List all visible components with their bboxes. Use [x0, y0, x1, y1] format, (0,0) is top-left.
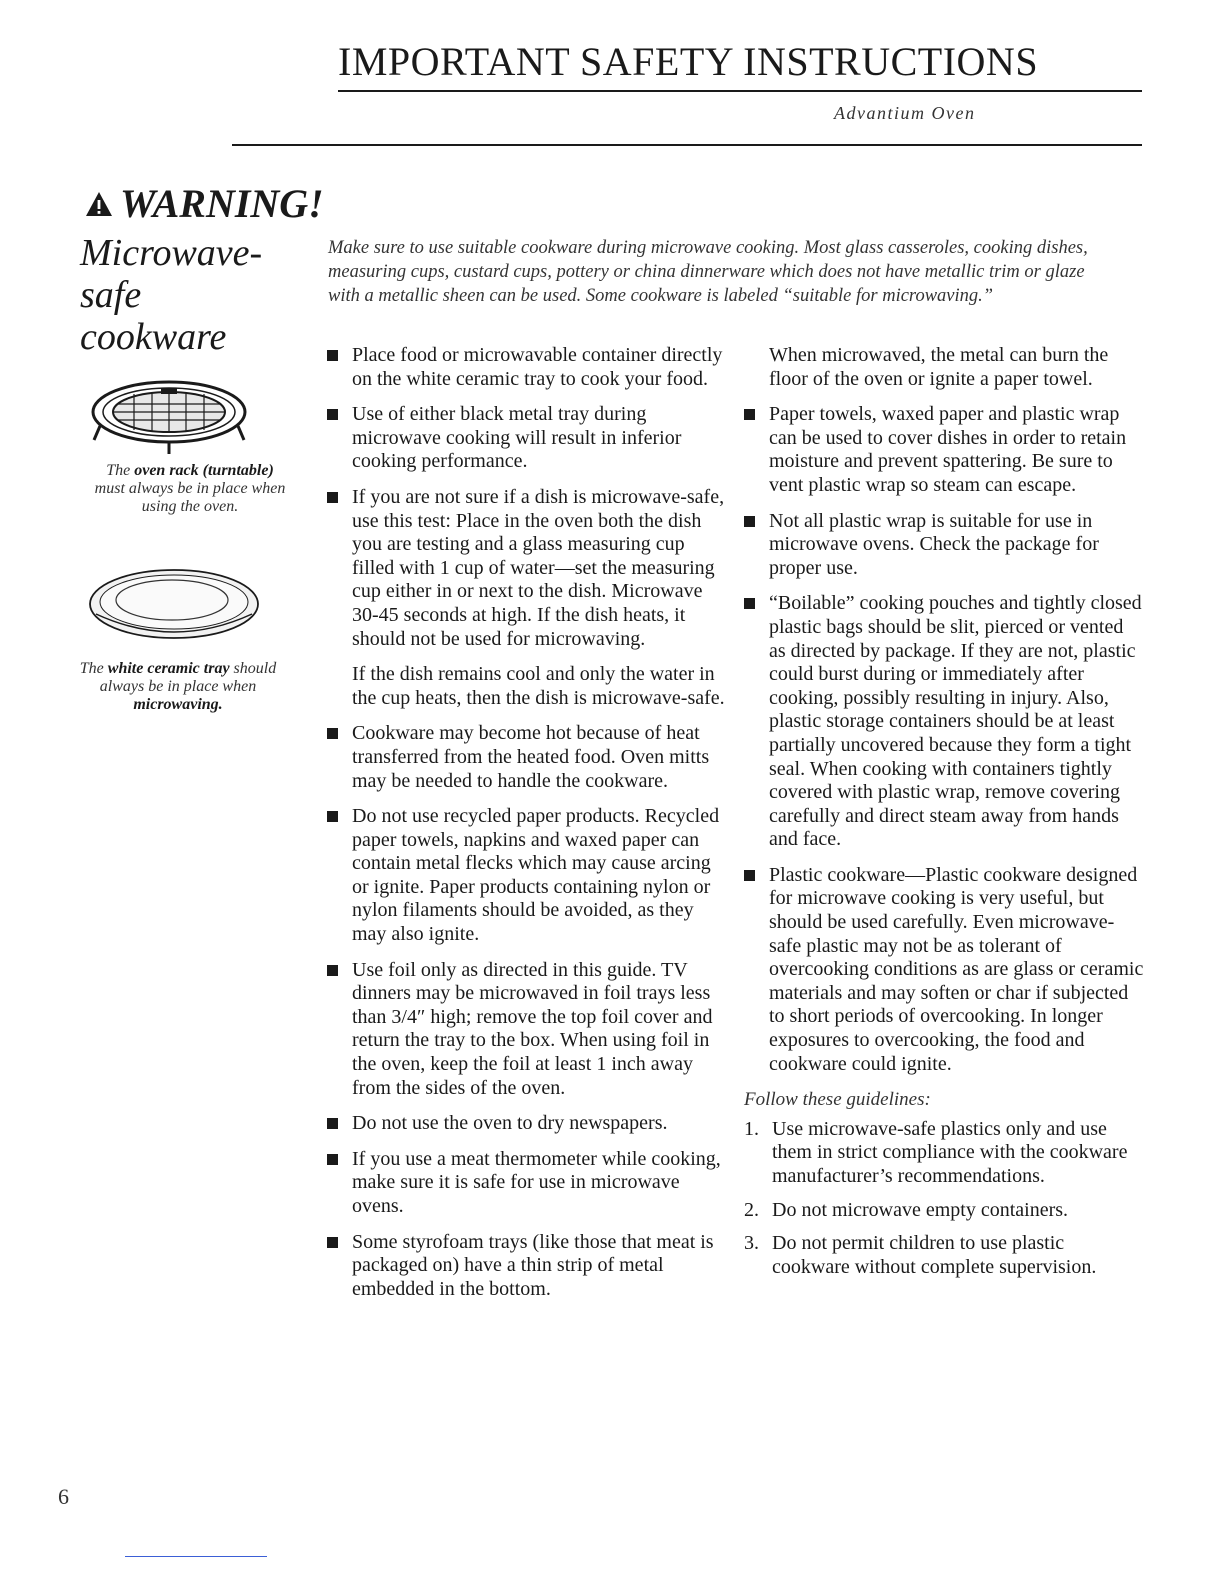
item-text: Use of either black metal tray during microwave cooking will result in inferior cooking performance.	[352, 403, 682, 473]
item-text: Use foil only as directed in this guide. TV dinners may be microwaved in foil trays less than 3/4″ high; remove the top foil cover and return the tray to the box. When using foil in the oven, keep the foil at least 1 inch away from the sides of the oven.	[352, 958, 713, 1099]
left-column	[327, 344, 727, 1313]
bullet-icon	[327, 811, 338, 822]
section-title-line3: cookware	[80, 316, 227, 358]
oven-rack-caption	[90, 462, 290, 516]
page-number: 6	[58, 1484, 69, 1509]
list-item	[327, 1112, 727, 1136]
caption-bold: white ceramic tray	[107, 660, 230, 677]
section-title-line2: safe	[80, 274, 142, 316]
caption-bold: oven rack (turntable)	[134, 462, 274, 479]
item-text: If you use a meat thermometer while cooking, make sure it is safe for use in microwave ovens.	[352, 1147, 721, 1217]
bullet-icon	[744, 870, 755, 881]
numbered-item	[744, 1118, 1144, 1189]
warning-triangle-icon	[84, 189, 114, 219]
bullet-icon	[744, 409, 755, 420]
bullet-icon	[327, 1154, 338, 1165]
item-text: Plastic cookware—Plastic cookware designed for microwave cooking is very useful, but should be used carefully. Even microwave-safe plastic may not be as tolerant of overcooking conditions as are glass or ceramic materials and may soften or char if subjected to short periods of overcooking. In longer exposures to overcooking, the food and cookware could ignite.	[769, 863, 1144, 1075]
caption-bold-2: microwaving.	[133, 696, 223, 713]
bullet-icon	[744, 516, 755, 527]
item-text: Do not use recycled paper products. Recycled paper towels, napkins and waxed paper can contain metal flecks which may cause arcing or ignite. Paper products containing nylon or nylon filaments should be avoided, as they may also ignite.	[352, 805, 720, 946]
bullet-icon	[327, 1237, 338, 1248]
bullet-icon	[744, 598, 755, 609]
list-item	[744, 403, 1144, 497]
list-item	[744, 592, 1144, 852]
item-extra-text: If the dish remains cool and only the water in the cup heats, then the dish is microwave-safe.	[352, 663, 725, 709]
item-number: 3.	[744, 1232, 759, 1255]
item-text: “Boilable” cooking pouches and tightly closed plastic bags should be slit, pierced or vented as directed by package. If they are not, plastic could burst during or immediately after cooking, possibly resulting in injury. Also, plastic storage containers should be at least partially uncovered because they form a tight seal. When cooking with containers tightly covered with plastic wrap, remove covering carefully and direct steam away from hands and face.	[769, 592, 1142, 851]
caption-rest: must always be in place when using the oven.	[94, 480, 286, 515]
section-title-line1: Microwave-	[80, 232, 263, 274]
item-text: If you are not sure if a dish is microwave-safe, use this test: Place in the oven both the dish you are testing and a glass measuring cup filled with 1 cup of water—set the measuring cup either in or next to the dish. Microwave 30-45 seconds at high. If the dish heats, it should not be used for microwaving.	[352, 485, 725, 650]
bullet-icon	[327, 350, 338, 361]
continuation-text: When microwaved, the metal can burn the floor of the oven or ignite a paper towel.	[769, 344, 1109, 390]
numbered-item	[744, 1232, 1144, 1279]
item-text: Paper towels, waxed paper and plastic wrap can be used to cover dishes in order to retain moisture and prevent spattering. Be sure to vent plastic wrap so steam can escape.	[769, 403, 1127, 496]
list-item	[327, 1231, 727, 1302]
list-item	[744, 864, 1144, 1076]
list-item	[327, 403, 727, 474]
footer-line	[125, 1556, 267, 1557]
numbered-item	[744, 1199, 1144, 1223]
guidelines-label: Follow these guidelines:	[744, 1089, 931, 1111]
header-rule	[232, 144, 1142, 146]
title-rule	[338, 90, 1142, 92]
item-text: Do not microwave empty containers.	[772, 1198, 1069, 1221]
ceramic-tray-caption	[78, 660, 278, 714]
right-column	[744, 344, 1144, 1289]
item-text: Do not permit children to use plastic cookware without complete supervision.	[772, 1232, 1097, 1278]
ceramic-tray-icon	[86, 566, 262, 646]
page-subtitle: Advantium Oven	[834, 103, 976, 123]
list-item	[327, 805, 727, 947]
section-title	[80, 232, 300, 358]
bullet-icon	[327, 492, 338, 503]
item-text: Some styrofoam trays (like those that meat is packaged on) have a thin strip of metal embedded in the bottom.	[352, 1230, 714, 1300]
item-text: Do not use the oven to dry newspapers.	[352, 1112, 668, 1135]
intro-paragraph: Make sure to use suitable cookware during microwave cooking. Most glass casseroles, cooking dishes, measuring cups, custard cups, pottery or china dinnerware which does not have metallic trim or glaze with a metallic sheen can be used. Some cookware is labeled “suitable for microwaving.”	[328, 238, 1088, 306]
item-number: 1.	[744, 1117, 759, 1140]
item-text: Place food or microwavable container directly on the white ceramic tray to cook your food.	[352, 344, 723, 390]
oven-rack-icon	[84, 376, 254, 456]
caption-rest: should always be in place when	[99, 660, 277, 695]
item-text: Cookware may become hot because of heat transferred from the heated food. Oven mitts may be needed to handle the cookware.	[352, 722, 710, 792]
list-item	[327, 959, 727, 1101]
item-text: Not all plastic wrap is suitable for use in microwave ovens. Check the package for proper use.	[769, 509, 1099, 579]
item-number: 2.	[744, 1198, 759, 1221]
list-item	[327, 722, 727, 793]
caption-prefix: The	[106, 462, 131, 479]
bullet-icon	[327, 965, 338, 976]
list-item	[327, 486, 727, 710]
list-item	[744, 510, 1144, 581]
item-text: Use microwave-safe plastics only and use them in strict compliance with the cookware manufacturer’s recommendations.	[772, 1117, 1128, 1187]
bullet-icon	[327, 409, 338, 420]
bullet-icon	[327, 1118, 338, 1129]
warning-heading	[84, 180, 324, 227]
caption-prefix: The	[79, 660, 104, 677]
list-item	[327, 1148, 727, 1219]
bullet-icon	[327, 728, 338, 739]
warning-label: WARNING!	[120, 181, 324, 226]
page-title: IMPORTANT SAFETY INSTRUCTIONS	[338, 39, 1039, 84]
list-item	[327, 344, 727, 391]
